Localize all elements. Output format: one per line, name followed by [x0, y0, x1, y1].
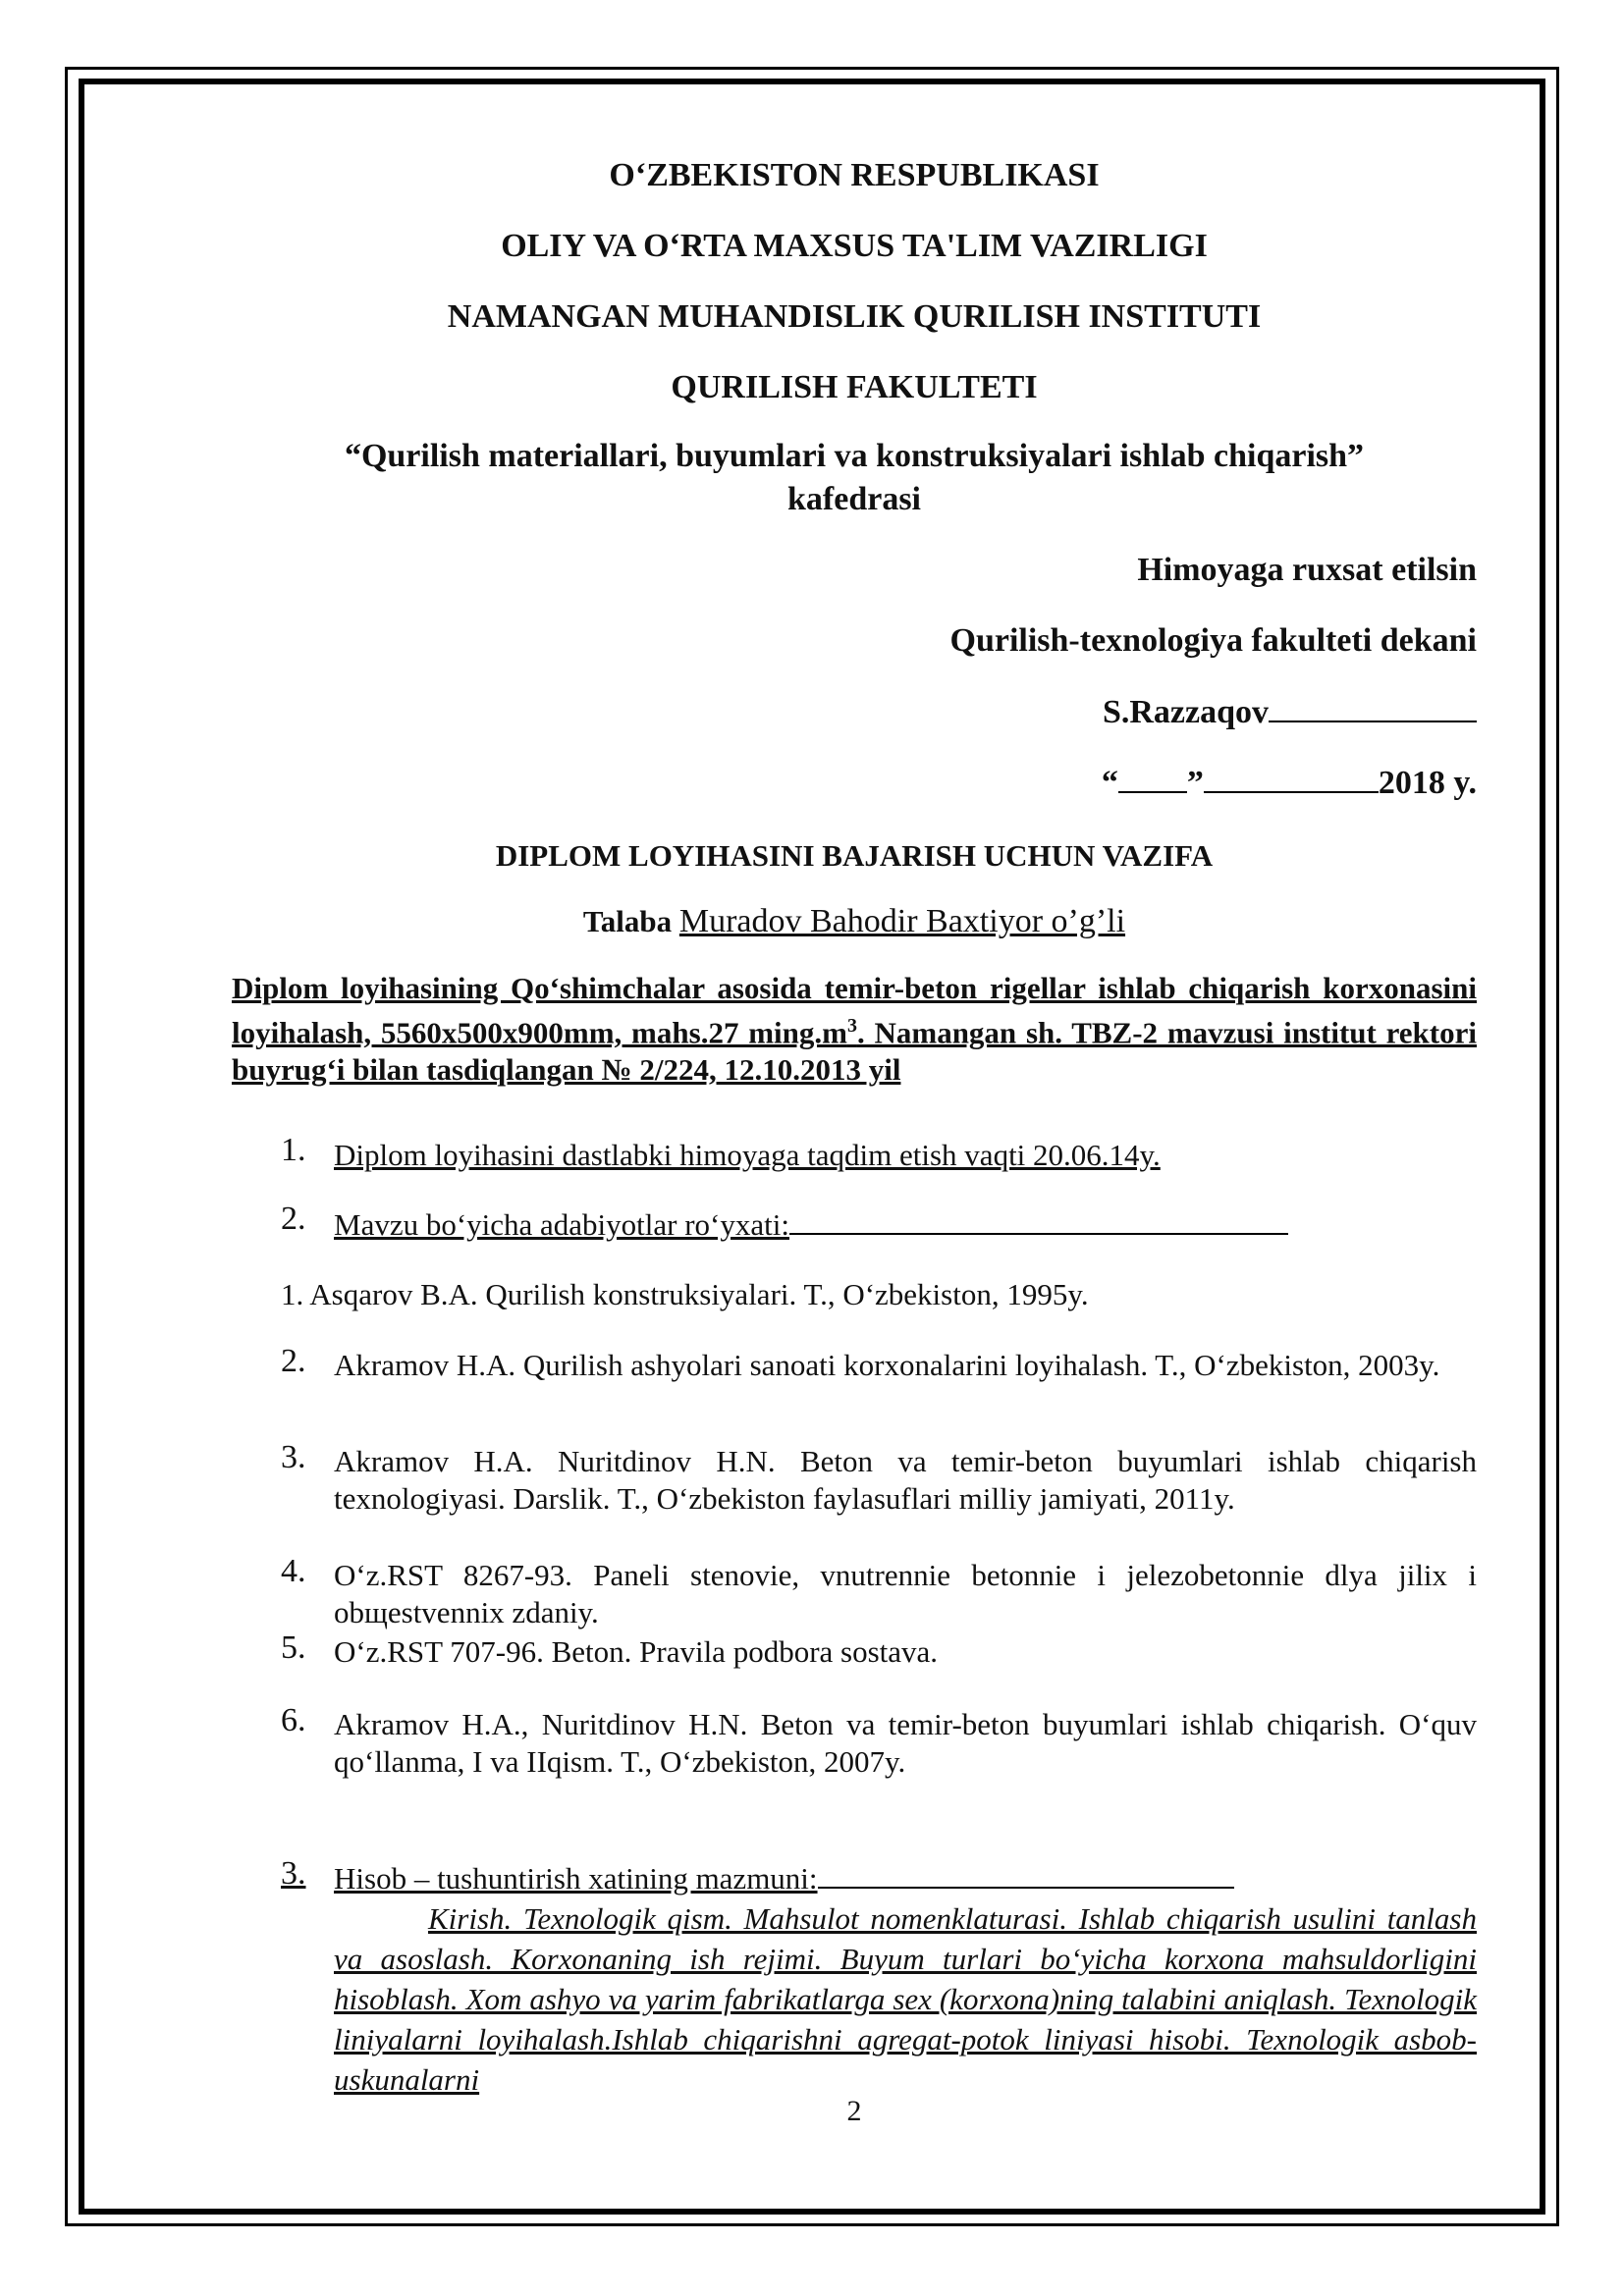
reference-3-number: 3. [281, 1439, 306, 1475]
signature-line [1269, 693, 1477, 722]
reference-6-text: Akramov H.A., Nuritdinov H.N. Beton va temir-beton buyumlari ishlab chiqarish. O‘quv qo‘llanma, I va IIqism. T., O‘zbekiston, 2007y. [334, 1707, 1477, 1779]
approval-signature [1103, 693, 1477, 731]
reference-4-text: O‘z.RST 8267-93. Paneli stenovie, vnutrennie betonnie i jelezobetonnie dlya jilix i obщestvennix zdaniy. [334, 1558, 1477, 1629]
item-3-blank [818, 1859, 1234, 1889]
student-label: Talaba [582, 904, 679, 938]
approval-dean: Qurilish-texnologiya fakulteti dekani [949, 622, 1477, 659]
reference-6-number: 6. [281, 1702, 306, 1738]
item-3-number: 3. [281, 1855, 306, 1892]
header-department: “Qurilish materiallari, buyumlari va konstruksiyalari ishlab chiqarish” [344, 438, 1365, 474]
item-3-label: Hisob – tushuntirish xatining mazmuni: [334, 1861, 818, 1896]
item-2-number: 2. [281, 1201, 306, 1237]
header-institute: NAMANGAN MUHANDISLIK QURILISH INSTITUTI [447, 298, 1262, 335]
item-1-number: 1. [281, 1132, 306, 1168]
reference-5-number: 5. [281, 1629, 306, 1666]
topic-text-continued: . Namangan sh. TBZ-2 mavzusi institut rektori buyrug‘i bilan tasdiqlangan № 2/224, 12.10.2013 yil [232, 1015, 1477, 1088]
item-3-text [334, 1859, 1477, 1897]
approval-line: Himoyaga ruxsat etilsin [1137, 552, 1477, 588]
month-line [1204, 764, 1379, 793]
reference-1-number: 1. [281, 1277, 304, 1311]
item-1-text: Diplom loyihasini dastlabki himoyaga taqdim etish vaqti 20.06.14y. [334, 1138, 1161, 1172]
reference-2-text: Akramov H.A. Qurilish ashyolari sanoati korxonalarini loyihalash. T., O‘zbekiston, 2003y. [334, 1348, 1440, 1382]
header-department-suffix: kafedrasi [787, 481, 921, 517]
diploma-topic [232, 970, 1477, 1089]
reference-1-text: Asqarov B.A. Qurilish konstruksiyalari. T., O‘zbekiston, 1995y. [309, 1277, 1089, 1311]
date-quote-open: “ [1101, 765, 1118, 801]
header-ministry: OLIY VA O‘RTA MAXSUS TA'LIM VAZIRLIGI [501, 228, 1208, 264]
dean-name: S.Razzaqov [1102, 694, 1269, 730]
student-name: Muradov Bahodir Baxtiyor o’g’li [678, 903, 1126, 939]
reference-1 [281, 1276, 1477, 1313]
header-republic: O‘ZBEKISTON RESPUBLIKASI [609, 157, 1100, 193]
header-faculty: QURILISH FAKULTETI [671, 369, 1038, 405]
reference-3-text: Akramov H.A. Nuritdinov H.N. Beton va temir-beton buyumlari ishlab chiqarish texnologiyasi. Darslik. T., O‘zbekiston faylasuflari milliy jamiyati, 2011y. [334, 1444, 1477, 1516]
reference-4-number: 4. [281, 1553, 306, 1589]
date-quote-close: ” [1186, 765, 1204, 801]
reference-2-number: 2. [281, 1343, 306, 1379]
day-line [1118, 764, 1187, 793]
explanatory-note-contents: Kirish. Texnologik qism. Mahsulot nomenklaturasi. Ishlab chiqarish usulini tanlash va asoslash. Korxonaning ish rejimi. Buyum turlari bo‘yicha korxona mahsuldorligini hisoblash. Xom ashyo va yarim fabrikatlarga sex (korxona)ning talabini aniqlash. Texnologik liniyalarni loyihalash.Ishlab chiqarishni agregat-potok liniyasi hisobi. Texnologik asbob-uskunalarni [334, 1901, 1477, 2097]
topic-superscript: 3 [846, 1015, 857, 1037]
item-2-text [334, 1205, 1477, 1244]
student-line [232, 903, 1477, 940]
topic-text: Diplom loyihasining Qo‘shimchalar asosida temir-beton rigellar ishlab chiqarish korxonasini loyihalash, 5560x500x900mm, mahs.27 ming.m [232, 971, 1477, 1050]
page-number: 2 [846, 2095, 862, 2127]
item-2-label: Mavzu bo‘yicha adabiyotlar ro‘yxati: [334, 1207, 789, 1242]
item-2-blank [789, 1205, 1288, 1235]
approval-date [1102, 764, 1477, 802]
task-title: DIPLOM LOYIHASINI BAJARISH UCHUN VAZIFA [495, 838, 1214, 873]
reference-5-text: O‘z.RST 707-96. Beton. Pravila podbora sostava. [334, 1634, 939, 1669]
date-year: 2018 y. [1378, 765, 1477, 801]
